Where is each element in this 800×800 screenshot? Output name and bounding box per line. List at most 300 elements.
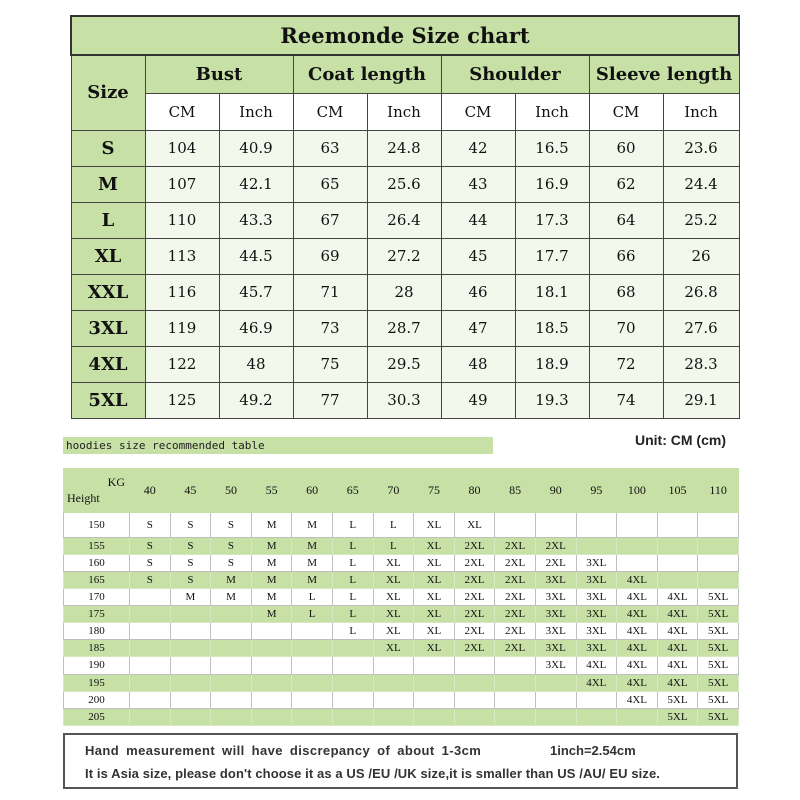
measurement-cell: 48	[219, 346, 293, 382]
recommended-size-cell	[332, 640, 373, 657]
recommended-size-cell: 2XL	[495, 588, 536, 605]
recommended-size-cell: 5XL	[698, 588, 739, 605]
recommended-size-cell: XL	[454, 513, 495, 537]
recommended-size-cell: XL	[414, 513, 455, 537]
recommended-size-cell: XL	[373, 640, 414, 657]
size-row	[71, 382, 739, 418]
measurement-cell: 18.5	[515, 310, 589, 346]
shoulder-header: Shoulder	[441, 55, 589, 93]
recommended-size-cell: 3XL	[535, 588, 576, 605]
height-row	[64, 571, 739, 588]
weight-header: 55	[251, 469, 292, 513]
weight-header: 100	[617, 469, 658, 513]
recommended-size-cell	[211, 691, 252, 708]
recommended-size-cell	[698, 513, 739, 537]
weight-header: 40	[130, 469, 171, 513]
measurement-cell: 122	[145, 346, 219, 382]
size-row	[71, 238, 739, 274]
height-row	[64, 674, 739, 691]
recommended-size-cell	[170, 691, 211, 708]
unit-header: CM	[441, 93, 515, 130]
hoodies-recommend-table	[63, 468, 739, 726]
recommended-size-cell: 2XL	[454, 588, 495, 605]
recommended-size-cell: 5XL	[698, 708, 739, 725]
measurement-cell: 73	[293, 310, 367, 346]
measurement-cell: 24.4	[663, 166, 739, 202]
height-cell: 205	[64, 708, 130, 725]
recommended-size-cell: S	[130, 571, 171, 588]
recommended-size-cell: L	[332, 513, 373, 537]
recommended-size-cell: 3XL	[576, 554, 617, 571]
height-row	[64, 606, 739, 623]
measurement-cell: 30.3	[367, 382, 441, 418]
recommended-size-cell	[454, 657, 495, 674]
size-row	[71, 166, 739, 202]
recommended-size-cell: S	[211, 537, 252, 554]
recommended-size-cell: XL	[414, 537, 455, 554]
recommended-size-cell	[454, 674, 495, 691]
measurement-cell: 49	[441, 382, 515, 418]
recommended-size-cell	[332, 691, 373, 708]
recommended-size-cell	[495, 691, 536, 708]
recommended-size-cell	[495, 708, 536, 725]
measurement-cell: 16.9	[515, 166, 589, 202]
size-chart-title: Reemonde Size chart	[71, 16, 739, 55]
recommended-size-cell: 4XL	[657, 606, 698, 623]
recommended-size-cell	[332, 674, 373, 691]
size-cell: L	[71, 202, 145, 238]
measurement-cell: 43	[441, 166, 515, 202]
recommended-size-cell	[535, 513, 576, 537]
recommended-size-cell: M	[292, 513, 333, 537]
recommended-size-cell: 2XL	[495, 554, 536, 571]
recommended-size-cell	[130, 623, 171, 640]
recommended-size-cell	[373, 657, 414, 674]
recommended-size-cell: L	[332, 571, 373, 588]
height-row	[64, 554, 739, 571]
height-row	[64, 657, 739, 674]
measurement-cell: 110	[145, 202, 219, 238]
recommended-size-cell: XL	[414, 606, 455, 623]
recommended-size-cell: 3XL	[576, 623, 617, 640]
recommended-size-cell	[292, 691, 333, 708]
recommended-size-cell	[292, 657, 333, 674]
measurement-cell: 17.3	[515, 202, 589, 238]
recommended-size-cell	[495, 513, 536, 537]
recommended-size-cell: M	[292, 537, 333, 554]
recommended-size-cell	[130, 708, 171, 725]
recommended-size-cell: 5XL	[657, 691, 698, 708]
recommended-size-cell	[130, 640, 171, 657]
recommended-size-cell: 4XL	[617, 571, 658, 588]
recommended-size-cell: 3XL	[576, 640, 617, 657]
recommended-size-cell: 2XL	[535, 554, 576, 571]
recommended-size-cell: 3XL	[535, 623, 576, 640]
recommended-size-cell: 4XL	[657, 640, 698, 657]
recommended-size-cell	[698, 537, 739, 554]
measurement-cell: 107	[145, 166, 219, 202]
recommended-size-cell	[332, 708, 373, 725]
recommended-size-cell	[454, 708, 495, 725]
unit-header: Inch	[367, 93, 441, 130]
height-row	[64, 708, 739, 725]
measurement-cell: 72	[589, 346, 663, 382]
weight-header: 50	[211, 469, 252, 513]
height-cell: 195	[64, 674, 130, 691]
measurement-cell: 66	[589, 238, 663, 274]
recommended-size-cell: 2XL	[454, 640, 495, 657]
recommended-size-cell	[332, 657, 373, 674]
recommended-size-cell	[698, 554, 739, 571]
unit-header: Inch	[219, 93, 293, 130]
recommended-size-cell	[414, 657, 455, 674]
recommended-size-cell	[170, 623, 211, 640]
unit-header: Inch	[515, 93, 589, 130]
recommended-size-cell: 4XL	[657, 657, 698, 674]
recommended-size-cell	[657, 537, 698, 554]
recommended-size-cell	[576, 691, 617, 708]
measurement-cell: 46	[441, 274, 515, 310]
size-row	[71, 202, 739, 238]
height-axis-label: Height	[67, 491, 100, 506]
recommended-size-cell: L	[373, 537, 414, 554]
asia-size-note: It is Asia size, please don't choose it as a US /EU /UK size,it is smaller than US /AU/ EU size.	[85, 766, 660, 781]
height-cell: 185	[64, 640, 130, 657]
recommended-size-cell	[130, 657, 171, 674]
recommended-size-cell	[698, 571, 739, 588]
size-row	[71, 310, 739, 346]
recommended-size-cell: 4XL	[576, 657, 617, 674]
measurement-cell: 74	[589, 382, 663, 418]
recommended-size-cell: 4XL	[657, 588, 698, 605]
size-cell: 4XL	[71, 346, 145, 382]
recommended-size-cell	[170, 640, 211, 657]
recommended-size-cell	[373, 674, 414, 691]
hoodies-table-label: hoodies size recommended table	[63, 437, 493, 454]
measurement-cell: 125	[145, 382, 219, 418]
measurement-cell: 43.3	[219, 202, 293, 238]
size-row	[71, 346, 739, 382]
height-row	[64, 623, 739, 640]
recommended-size-cell	[292, 708, 333, 725]
unit-label: Unit: CM (cm)	[635, 432, 726, 448]
measurement-cell: 62	[589, 166, 663, 202]
recommended-size-cell	[211, 674, 252, 691]
recommended-size-cell: 3XL	[576, 588, 617, 605]
measurement-cell: 64	[589, 202, 663, 238]
recommended-size-cell: 2XL	[495, 571, 536, 588]
recommended-size-cell	[535, 708, 576, 725]
measurement-cell: 47	[441, 310, 515, 346]
recommended-size-cell	[130, 588, 171, 605]
weight-header: 85	[495, 469, 536, 513]
recommended-size-cell	[576, 537, 617, 554]
recommended-size-cell: 5XL	[698, 691, 739, 708]
recommended-size-cell	[617, 554, 658, 571]
recommended-size-cell: S	[211, 513, 252, 537]
size-chart-table	[70, 15, 740, 419]
recommended-size-cell: M	[292, 571, 333, 588]
measurement-cell: 28.3	[663, 346, 739, 382]
recommended-size-cell: 2XL	[454, 571, 495, 588]
measurement-cell: 44.5	[219, 238, 293, 274]
recommended-size-cell: L	[292, 606, 333, 623]
weight-header: 110	[698, 469, 739, 513]
weight-height-corner	[64, 469, 130, 513]
measurement-cell: 70	[589, 310, 663, 346]
measurement-discrepancy-note: Hand measurement will have discrepancy of about 1-3cm	[85, 743, 482, 758]
recommended-size-cell: L	[373, 513, 414, 537]
recommended-size-cell	[130, 674, 171, 691]
weight-header: 65	[332, 469, 373, 513]
sleeve-length-header: Sleeve length	[589, 55, 739, 93]
weight-header: 95	[576, 469, 617, 513]
measurement-cell: 63	[293, 130, 367, 166]
recommended-size-cell	[414, 674, 455, 691]
recommended-size-cell	[373, 708, 414, 725]
recommended-size-cell: S	[170, 554, 211, 571]
bust-header: Bust	[145, 55, 293, 93]
recommended-size-cell	[657, 554, 698, 571]
recommended-size-cell	[414, 691, 455, 708]
notes-box	[63, 733, 738, 789]
recommended-size-cell: 3XL	[576, 571, 617, 588]
size-cell: XXL	[71, 274, 145, 310]
weight-header: 60	[292, 469, 333, 513]
measurement-cell: 16.5	[515, 130, 589, 166]
recommended-size-cell: 4XL	[617, 623, 658, 640]
recommended-size-cell: 5XL	[698, 623, 739, 640]
height-cell: 160	[64, 554, 130, 571]
recommended-size-cell: 4XL	[657, 623, 698, 640]
recommended-size-cell	[130, 691, 171, 708]
measurement-cell: 75	[293, 346, 367, 382]
recommended-size-cell: 4XL	[617, 657, 658, 674]
weight-header: 45	[170, 469, 211, 513]
recommended-size-cell: M	[251, 513, 292, 537]
recommended-size-cell	[211, 640, 252, 657]
recommended-size-cell: S	[130, 537, 171, 554]
recommended-size-cell: S	[170, 571, 211, 588]
recommended-size-cell: 3XL	[535, 657, 576, 674]
measurement-cell: 119	[145, 310, 219, 346]
recommended-size-cell	[576, 513, 617, 537]
recommended-size-cell	[251, 657, 292, 674]
measurement-cell: 17.7	[515, 238, 589, 274]
recommended-size-cell	[657, 513, 698, 537]
recommended-size-cell: 5XL	[698, 606, 739, 623]
size-cell: 3XL	[71, 310, 145, 346]
unit-header: CM	[589, 93, 663, 130]
recommended-size-cell: XL	[373, 571, 414, 588]
recommended-size-cell: M	[211, 588, 252, 605]
measurement-cell: 27.2	[367, 238, 441, 274]
recommended-size-cell: 2XL	[495, 623, 536, 640]
recommended-size-cell	[251, 691, 292, 708]
recommended-size-cell: 2XL	[535, 537, 576, 554]
recommended-size-cell	[292, 623, 333, 640]
measurement-cell: 40.9	[219, 130, 293, 166]
recommended-size-cell	[251, 674, 292, 691]
recommended-size-cell: 2XL	[495, 606, 536, 623]
measurement-cell: 26.4	[367, 202, 441, 238]
recommended-size-cell: L	[292, 588, 333, 605]
recommended-size-cell	[170, 657, 211, 674]
recommended-size-cell: L	[332, 623, 373, 640]
recommended-size-cell: 3XL	[535, 571, 576, 588]
recommended-size-cell	[414, 708, 455, 725]
recommended-size-cell	[617, 513, 658, 537]
recommended-size-cell: L	[332, 588, 373, 605]
recommended-size-cell	[292, 640, 333, 657]
height-cell: 150	[64, 513, 130, 537]
height-cell: 175	[64, 606, 130, 623]
weight-header: 70	[373, 469, 414, 513]
recommended-size-cell	[170, 674, 211, 691]
weight-header: 105	[657, 469, 698, 513]
recommended-size-cell	[617, 708, 658, 725]
recommended-size-cell: XL	[373, 554, 414, 571]
coat-length-header: Coat length	[293, 55, 441, 93]
measurement-cell: 29.1	[663, 382, 739, 418]
measurement-cell: 49.2	[219, 382, 293, 418]
recommended-size-cell: 3XL	[576, 606, 617, 623]
recommended-size-cell: 3XL	[535, 640, 576, 657]
measurement-cell: 42	[441, 130, 515, 166]
recommended-size-cell: M	[211, 571, 252, 588]
recommended-size-cell	[535, 674, 576, 691]
unit-header: CM	[293, 93, 367, 130]
recommended-size-cell	[170, 708, 211, 725]
recommended-size-cell	[211, 657, 252, 674]
weight-header: 75	[414, 469, 455, 513]
recommended-size-cell: M	[251, 571, 292, 588]
recommended-size-cell: XL	[373, 588, 414, 605]
recommended-size-cell	[495, 657, 536, 674]
recommended-size-cell	[211, 606, 252, 623]
unit-header: Inch	[663, 93, 739, 130]
measurement-cell: 45.7	[219, 274, 293, 310]
size-cell: M	[71, 166, 145, 202]
measurement-cell: 46.9	[219, 310, 293, 346]
recommended-size-cell: S	[130, 554, 171, 571]
size-cell: XL	[71, 238, 145, 274]
recommended-size-cell	[617, 537, 658, 554]
recommended-size-cell: 2XL	[495, 537, 536, 554]
recommended-size-cell: M	[292, 554, 333, 571]
measurement-cell: 77	[293, 382, 367, 418]
unit-header: CM	[145, 93, 219, 130]
size-column-header: Size	[71, 55, 145, 130]
height-cell: 155	[64, 537, 130, 554]
recommended-size-cell: 2XL	[454, 537, 495, 554]
height-row	[64, 537, 739, 554]
recommended-size-cell: S	[211, 554, 252, 571]
recommended-size-cell: M	[251, 588, 292, 605]
height-cell: 190	[64, 657, 130, 674]
recommended-size-cell: 5XL	[657, 708, 698, 725]
measurement-cell: 42.1	[219, 166, 293, 202]
recommended-size-cell	[251, 640, 292, 657]
measurement-cell: 71	[293, 274, 367, 310]
height-row	[64, 588, 739, 605]
height-cell: 170	[64, 588, 130, 605]
recommended-size-cell: 2XL	[495, 640, 536, 657]
measurement-cell: 27.6	[663, 310, 739, 346]
recommended-size-cell	[535, 691, 576, 708]
measurement-cell: 113	[145, 238, 219, 274]
measurement-cell: 69	[293, 238, 367, 274]
recommended-size-cell	[292, 674, 333, 691]
height-row	[64, 691, 739, 708]
recommended-size-cell: 4XL	[657, 674, 698, 691]
height-cell: 165	[64, 571, 130, 588]
recommended-size-cell: 4XL	[617, 691, 658, 708]
measurement-cell: 26.8	[663, 274, 739, 310]
recommended-size-cell: XL	[414, 571, 455, 588]
recommended-size-cell: 5XL	[698, 640, 739, 657]
measurement-cell: 67	[293, 202, 367, 238]
recommended-size-cell: M	[251, 554, 292, 571]
measurement-cell: 104	[145, 130, 219, 166]
recommended-size-cell: S	[170, 537, 211, 554]
recommended-size-cell: 4XL	[617, 588, 658, 605]
size-row	[71, 130, 739, 166]
recommended-size-cell: 3XL	[535, 606, 576, 623]
measurement-cell: 48	[441, 346, 515, 382]
recommended-size-cell: XL	[414, 640, 455, 657]
recommended-size-cell	[251, 708, 292, 725]
recommended-size-cell: 4XL	[617, 674, 658, 691]
recommended-size-cell	[170, 606, 211, 623]
recommended-size-cell: XL	[373, 606, 414, 623]
inch-conversion-note: 1inch=2.54cm	[550, 743, 636, 758]
measurement-cell: 60	[589, 130, 663, 166]
recommended-size-cell: XL	[414, 554, 455, 571]
weight-header: 80	[454, 469, 495, 513]
measurement-cell: 44	[441, 202, 515, 238]
recommended-size-cell: 4XL	[576, 674, 617, 691]
measurement-cell: 26	[663, 238, 739, 274]
measurement-cell: 116	[145, 274, 219, 310]
measurement-cell: 25.6	[367, 166, 441, 202]
recommended-size-cell: 2XL	[454, 623, 495, 640]
measurement-cell: 28.7	[367, 310, 441, 346]
size-cell: 5XL	[71, 382, 145, 418]
recommended-size-cell	[373, 691, 414, 708]
measurement-cell: 68	[589, 274, 663, 310]
recommended-size-cell: 2XL	[454, 554, 495, 571]
size-cell: S	[71, 130, 145, 166]
measurement-cell: 65	[293, 166, 367, 202]
recommended-size-cell: 4XL	[617, 606, 658, 623]
recommended-size-cell: 5XL	[698, 674, 739, 691]
recommended-size-cell: M	[251, 537, 292, 554]
recommended-size-cell: 5XL	[698, 657, 739, 674]
height-cell: 200	[64, 691, 130, 708]
recommended-size-cell: XL	[373, 623, 414, 640]
recommended-size-cell	[251, 623, 292, 640]
recommended-size-cell: L	[332, 537, 373, 554]
height-row	[64, 640, 739, 657]
recommended-size-cell	[657, 571, 698, 588]
measurement-cell: 24.8	[367, 130, 441, 166]
kg-axis-label: KG	[107, 475, 125, 489]
weight-header: 90	[535, 469, 576, 513]
measurement-cell: 18.9	[515, 346, 589, 382]
recommended-size-cell: XL	[414, 588, 455, 605]
measurement-cell: 18.1	[515, 274, 589, 310]
